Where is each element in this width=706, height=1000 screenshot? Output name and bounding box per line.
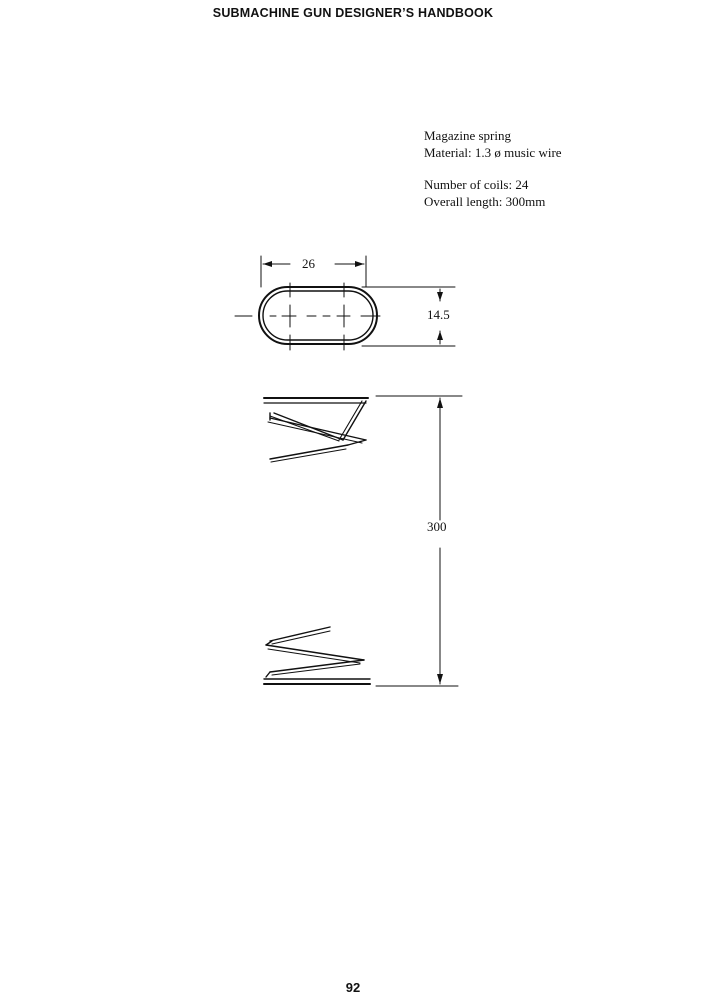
- spec-name: Magazine spring: [424, 128, 512, 143]
- page-number: 92: [345, 980, 361, 995]
- spec-coils: Number of coils: 24: [424, 177, 529, 192]
- width-value: 26: [302, 256, 315, 271]
- spring-bottom-coils: [264, 627, 370, 684]
- height-value: 14.5: [427, 307, 450, 322]
- running-header: SUBMACHINE GUN DESIGNER’S HANDBOOK: [212, 6, 494, 20]
- spring-cross-section: [235, 283, 380, 350]
- spec-material: Material: 1.3 ø music wire: [424, 145, 562, 160]
- length-dimension: [376, 396, 462, 686]
- length-value: 300: [427, 519, 447, 534]
- spring-top-coils: [264, 398, 368, 462]
- spec-length: Overall length: 300mm: [424, 194, 546, 209]
